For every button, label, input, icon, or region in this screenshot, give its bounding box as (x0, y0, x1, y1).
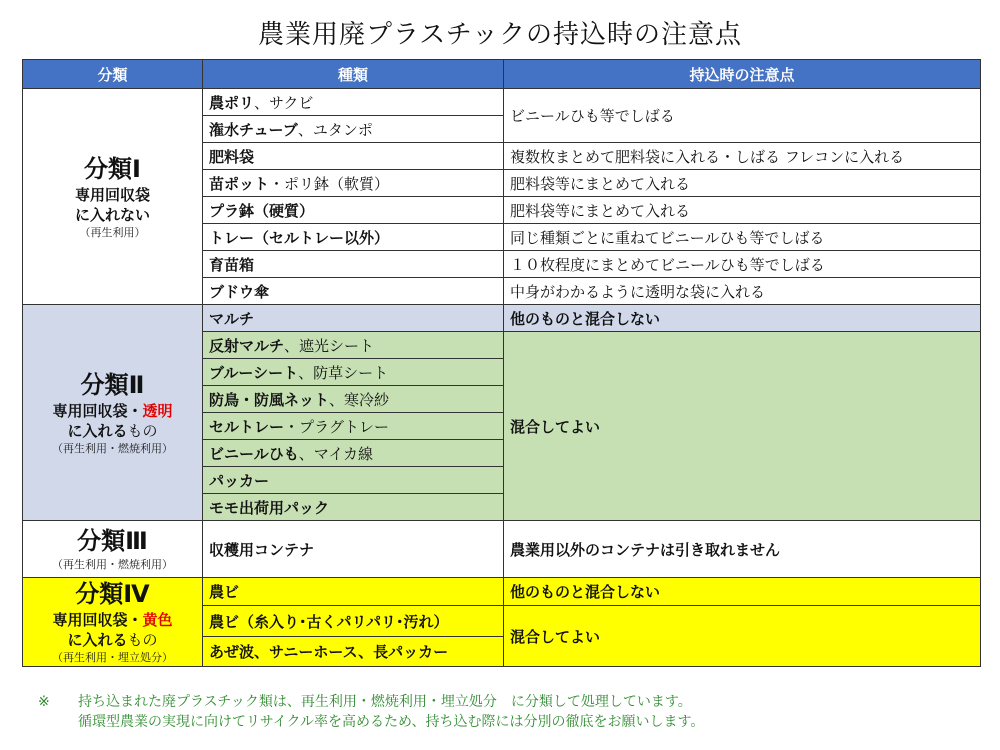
item-extra: ・ポリ鉢（軟質） (269, 174, 390, 193)
category-4-line2: に入れる (67, 631, 128, 649)
note-cell: １０枚程度にまとめてビニールひも等でしばる (504, 251, 981, 278)
item-name: 苗ポット (209, 174, 270, 193)
item-name: マルチ (209, 309, 255, 328)
item-name: 潅水チューブ (209, 120, 298, 139)
item-name: 防鳥・防風ネット (209, 390, 330, 409)
footnote (38, 692, 988, 732)
item-cell (203, 359, 504, 386)
category-2-cell (23, 305, 203, 521)
item-extra: 、ユタンポ (297, 120, 373, 139)
item-name: パッカー (209, 471, 270, 490)
table-row (23, 521, 981, 578)
category-1-usage: （再生利用） (79, 225, 146, 239)
category-3-cell (23, 521, 203, 578)
item-extra: 、防草シート (298, 363, 389, 382)
table-header-row (23, 60, 981, 89)
item-extra: 、サクビ (254, 93, 314, 112)
item-name: ブドウ傘 (209, 282, 270, 301)
item-name: ブルーシート (209, 363, 299, 382)
item-cell (203, 278, 504, 305)
item-cell (203, 251, 504, 278)
page-title: 農業用廃プラスチックの持込時の注意点 (258, 20, 742, 50)
footnote-line2: 循環型農業の実現に向けてリサイクル率を高めるため、持ち込む際には分別の徹底をお願いします。 (78, 714, 705, 730)
note-cell: 農業用以外のコンテナは引き取れません (504, 521, 981, 578)
category-4-line2-suffix: もの (127, 631, 158, 649)
item-name: モモ出荷用パック (209, 498, 330, 517)
item-cell (203, 440, 504, 467)
note-cell: 中身がわかるように透明な袋に入れる (504, 278, 981, 305)
item-cell: あぜ波、サニーホース、長パッカー (203, 637, 504, 667)
item-name: 反射マルチ (209, 336, 285, 355)
note-cell: 他のものと混合しない (504, 578, 981, 606)
category-3-name: 分類Ⅲ (77, 527, 148, 555)
item-name: 育苗箱 (209, 255, 255, 274)
note-cell: 肥料袋等にまとめて入れる (504, 170, 981, 197)
item-cell (203, 467, 504, 494)
category-4-line1: 専用回収袋・ (52, 611, 143, 629)
category-2-usage: （再生利用・燃焼利用） (52, 441, 173, 455)
item-cell (203, 332, 504, 359)
item-name: 農ポリ (209, 93, 255, 112)
item-name: セルトレー (209, 417, 285, 436)
item-cell (203, 386, 504, 413)
category-1-cell (23, 89, 203, 305)
item-extra: 、マイカ線 (298, 444, 373, 463)
category-4-usage: （再生利用・埋立処分） (52, 651, 173, 664)
table-row (23, 89, 981, 116)
header-category: 分類 (23, 60, 203, 89)
item-cell (203, 494, 504, 521)
item-name: 肥料袋 (209, 147, 255, 166)
item-name: プラ鉢（硬質） (209, 201, 315, 220)
note-cell: 同じ種類ごとに重ねてビニールひも等でしばる (504, 224, 981, 251)
category-2-bag-color: 透明 (142, 401, 173, 420)
item-cell (203, 197, 504, 224)
category-4-cell (23, 578, 203, 667)
precautions-table (22, 59, 981, 667)
item-extra: 、寒冷紗 (329, 390, 390, 409)
item-cell: 農ビ（糸入り･古くパリパリ･汚れ） (203, 606, 504, 637)
item-name: トレー（セルトレー以外） (209, 228, 390, 247)
item-name: ビニールひも (209, 444, 299, 463)
category-2-line2: に入れる (67, 421, 128, 440)
category-4-bag-color: 黄色 (142, 611, 173, 629)
category-1-name: 分類Ⅰ (84, 154, 141, 183)
item-cell (203, 305, 504, 332)
item-cell: 収穫用コンテナ (203, 521, 504, 578)
footnote-line1: 持ち込まれた廃プラスチック類は、再生利用・燃焼利用・埋立処分 に分類して処理しています。 (78, 694, 692, 710)
category-2-name: 分類Ⅱ (80, 370, 145, 399)
item-cell (203, 116, 504, 143)
category-2-line2-suffix: もの (127, 421, 158, 440)
item-cell: 農ビ (203, 578, 504, 606)
category-2-line1: 専用回収袋・ (52, 401, 143, 420)
item-cell (203, 143, 504, 170)
footnote-mark: ※ (38, 694, 50, 710)
item-cell (203, 170, 504, 197)
category-4-name: 分類Ⅳ (75, 580, 150, 608)
item-extra: ・プラグトレー (284, 417, 390, 436)
note-cell: 複数枚まとめて肥料袋に入れる・しばる フレコンに入れる (504, 143, 981, 170)
header-notes: 持込時の注意点 (504, 60, 981, 89)
item-extra: 、遮光シート (284, 336, 375, 355)
table-row (23, 578, 981, 606)
item-cell (203, 89, 504, 116)
note-cell: 肥料袋等にまとめて入れる (504, 197, 981, 224)
item-cell (203, 224, 504, 251)
note-cell: 混合してよい (504, 332, 981, 521)
category-1-line2: に入れない (74, 205, 150, 224)
item-cell (203, 413, 504, 440)
table-row (23, 305, 981, 332)
note-cell: 混合してよい (504, 606, 981, 667)
note-cell: 他のものと混合しない (504, 305, 981, 332)
category-1-line1: 専用回収袋 (74, 185, 150, 204)
category-3-usage: （再生利用・燃焼利用） (52, 558, 173, 571)
note-cell: ビニールひも等でしばる (504, 89, 981, 143)
header-type: 種類 (203, 60, 504, 89)
